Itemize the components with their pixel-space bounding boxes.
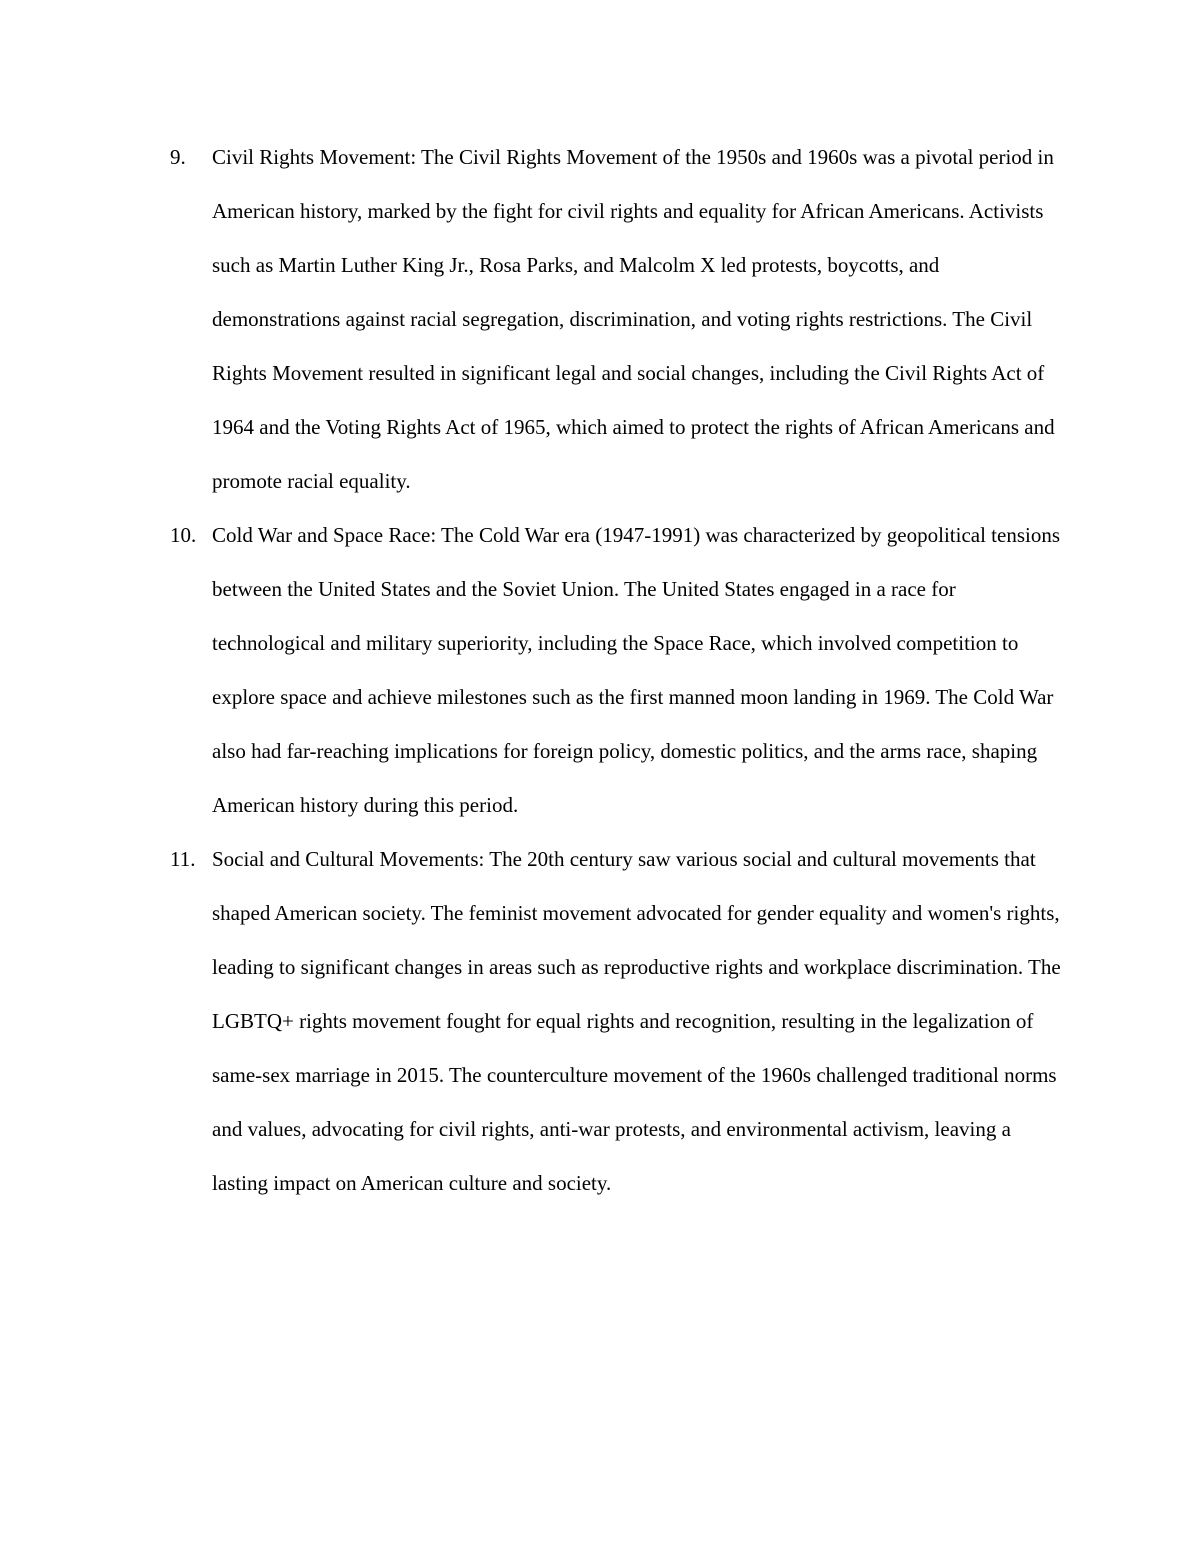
list-item [170, 508, 1070, 832]
list-item [170, 832, 1070, 1210]
list-item-text: Cold War and Space Race: The Cold War era (1947-1991) was characterized by geopolitical tensions between the United States and the Soviet Union. The United States engaged in a race for technological and military superiority, including the Space Race, which involved competition to explore space and achieve milestones such as the first manned moon landing in 1969. The Cold War also had far-reaching implications for foreign policy, domestic politics, and the arms race, shaping American history during this period. [212, 523, 1061, 817]
list-item-number: 11. [170, 847, 196, 871]
list-item [170, 130, 1070, 508]
list-item-text: Social and Cultural Movements: The 20th century saw various social and cultural movements that shaped American society. The feminist movement advocated for gender equality and women's rights, leading to significant changes in areas such as reproductive rights and workplace discrimination. The LGBTQ+ rights movement fought for equal rights and recognition, resulting in the legalization of same-sex marriage in 2015. The counterculture movement of the 1960s challenged traditional norms and values, advocating for civil rights, anti-war protests, and environmental activism, leaving a lasting impact on American culture and society. [212, 847, 1061, 1195]
list-item-text: Civil Rights Movement: The Civil Rights Movement of the 1950s and 1960s was a pivotal period in American history, marked by the fight for civil rights and equality for African Americans. Activists such as Martin Luther King Jr., Rosa Parks, and Malcolm X led protests, boycotts, and demonstrations against racial segregation, discrimination, and voting rights restrictions. The Civil Rights Movement resulted in significant legal and social changes, including the Civil Rights Act of 1964 and the Voting Rights Act of 1965, which aimed to protect the rights of African Americans and promote racial equality. [212, 145, 1055, 493]
list-item-number: 9. [170, 145, 186, 169]
numbered-list [170, 130, 1070, 1210]
list-item-number: 10. [170, 523, 197, 547]
